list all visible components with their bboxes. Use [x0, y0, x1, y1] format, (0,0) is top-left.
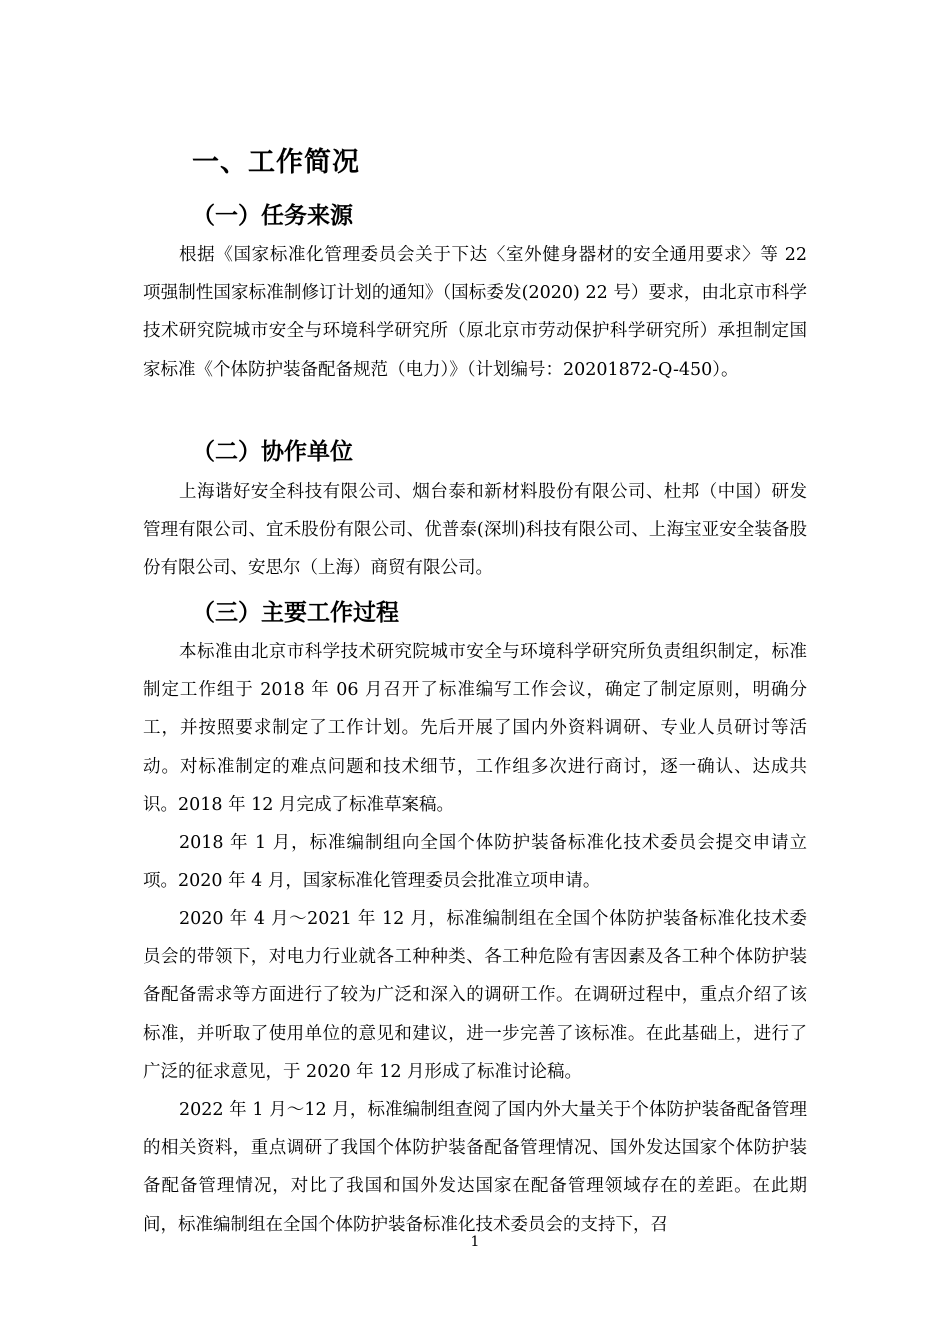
paragraph-partners: 上海谐好安全科技有限公司、烟台泰和新材料股份有限公司、杜邦（中国）研发管理有限公司、宜禾股份有限公司、优普泰(深圳)科技有限公司、上海宝亚安全装备股份有限公司、安思尔（上海）商贸有限公司。 [143, 482, 807, 579]
subsection-title-work-process: （三）主要工作过程 [192, 600, 399, 626]
paragraph-work-process-4: 2022 年 1 月～12 月，标准编制组查阅了国内外大量关于个体防护装备配备管理的相关资料，重点调研了我国个体防护装备配备管理情况、国外发达国家个体防护装备配备管理情况，对比了我国和国外发达国家在配备管理领域存在的差距。在此期间，标准编制组在全国个体防护装备标准化技术委员会的支持下，召 [143, 1100, 807, 1235]
paragraph-work-process-1: 本标准由北京市科学技术研究院城市安全与环境科学研究所负责组织制定，标准制定工作组于 2018 年 06 月召开了标准编写工作会议，确定了制定原则，明确分工，并按照要求制定了工作计划。先后开展了国内外资料调研、专业人员研讨等活动。对标准制定的难点问题和技术细节，工作组多次进行商讨，逐一确认、达成共识。2018 年 12 月完成了标准草案稿。 [143, 642, 807, 815]
subsection-title-task-source: （一）任务来源 [192, 203, 353, 229]
paragraph-task-source: 根据《国家标准化管理委员会关于下达〈室外健身器材的安全通用要求〉等 22 项强制性国家标准制修订计划的通知》（国标委发(2020) 22 号）要求，由北京市科学技术研究院城市安全与环境科学研究所（原北京市劳动保护科学研究所）承担制定国家标准《个体防护装备配备规范（电力）》（计划编号：20201872-Q-450）。 [143, 245, 807, 380]
subsection-title-partners: （二）协作单位 [192, 439, 353, 465]
paragraph-work-process-3: 2020 年 4 月～2021 年 12 月，标准编制组在全国个体防护装备标准化技术委员会的带领下，对电力行业就各工种种类、各工种危险有害因素及各工种个体防护装备配备需求等方面进行了较为广泛和深入的调研工作。在调研过程中，重点介绍了该标准，并听取了使用单位的意见和建议，进一步完善了该标准。在此基础上，进行了广泛的征求意见，于 2020 年 12 月形成了标准讨论稿。 [143, 909, 807, 1082]
section-heading: 一、工作简况 [192, 147, 360, 178]
page-number: 1 [470, 1234, 480, 1250]
paragraph-work-process-2: 2018 年 1 月，标准编制组向全国个体防护装备标准化技术委员会提交申请立项。2020 年 4 月，国家标准化管理委员会批准立项申请。 [143, 833, 807, 892]
